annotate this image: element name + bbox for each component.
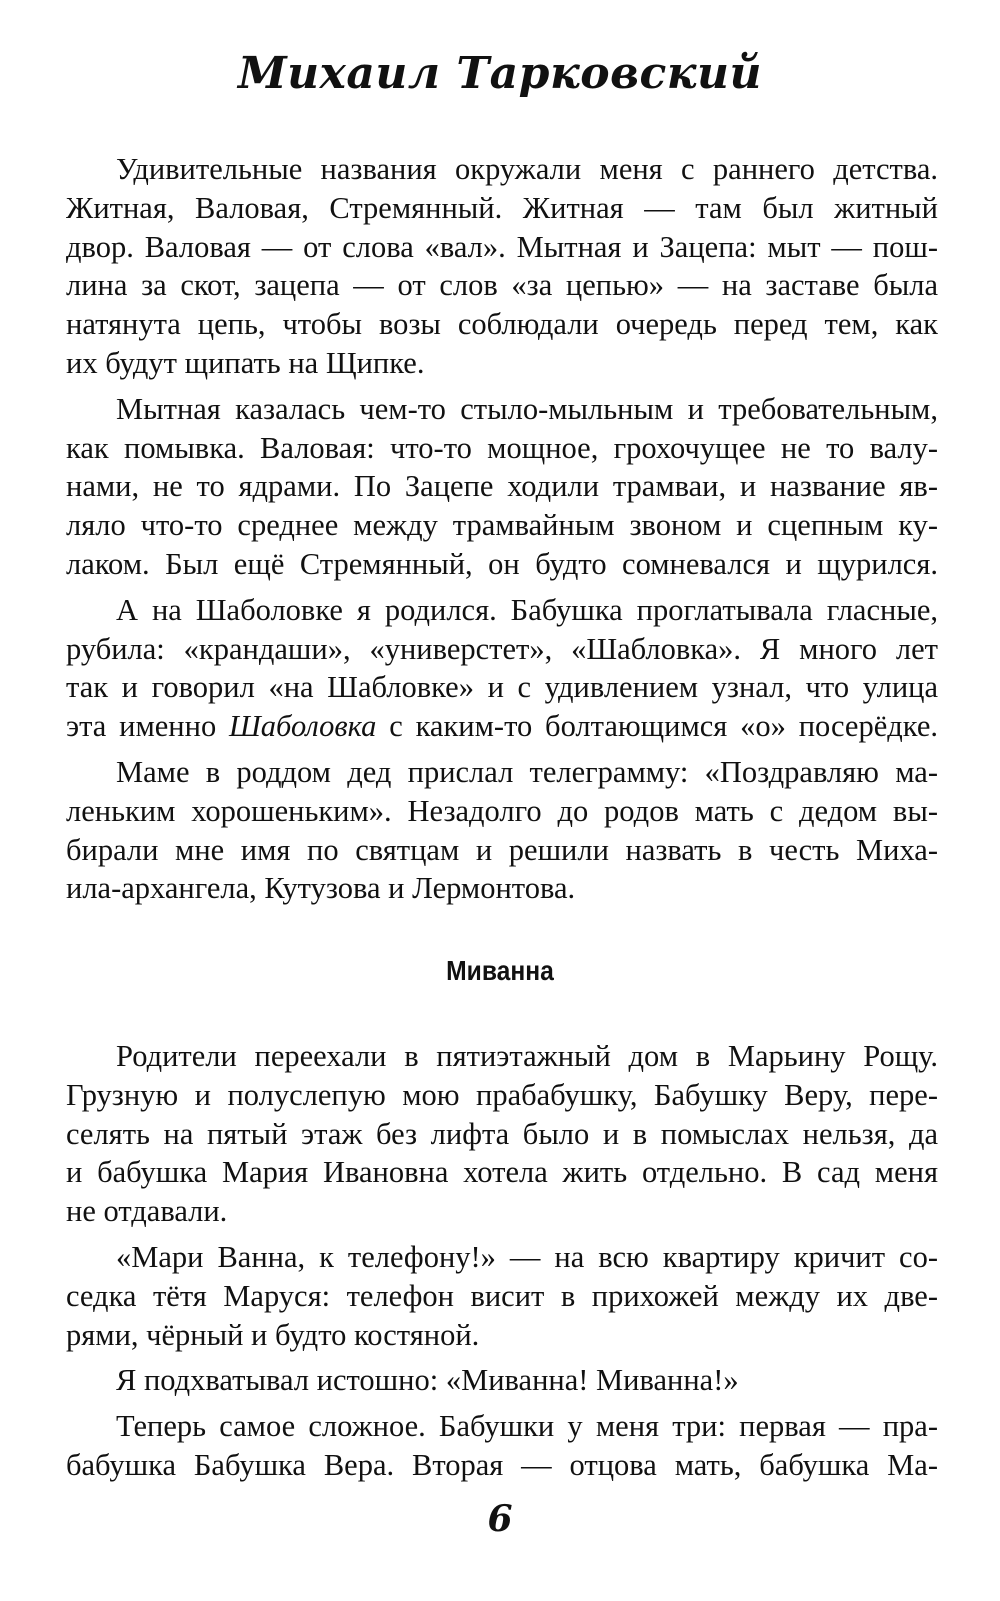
section-2-text [66, 1037, 938, 1485]
text-line: и бабушка Мария Ивановна хотела жить отдельно. В сад меня [66, 1155, 938, 1190]
page-number: 6 [487, 1498, 513, 1540]
section-1-text [66, 150, 938, 908]
text-line: седка тётя Маруся: телефон висит в прихожей между их две- [66, 1278, 938, 1313]
text-line: их будут щипать на Щипке. [66, 345, 425, 380]
italic-street-name: Шаболовка [229, 709, 377, 744]
text-line: А на Шаболовке я родился. Бабушка проглатывала гласные, [116, 592, 938, 627]
text-line: Житная, Валовая, Стремянный. Житная — там был житный [66, 190, 938, 225]
text-line: «Мари Ванна, к телефону!» — на всю квартиру кричит со- [116, 1239, 938, 1274]
text-line: Родители переехали в пятиэтажный дом в Марьину Рощу. [116, 1039, 938, 1073]
section-title: Миванна [446, 955, 554, 986]
text-line: ляло что-то среднее между трамвайным звоном и сцепным ку- [66, 508, 938, 543]
text-line: леньким хорошеньким». Незадолго до родов мать с дедом вы- [66, 793, 938, 828]
text-line: нами, не то ядрами. По Зацепе ходили трамваи, и название яв- [66, 469, 938, 504]
text-line [66, 707, 938, 746]
text-line: Удивительные названия окружали меня с раннего детства. [116, 152, 938, 186]
text-line: двор. Валовая — от слова «вал». Мытная и Зацепа: мыт — пош- [66, 229, 938, 264]
text-line: Маме в роддом дед прислал телеграмму: «Поздравляю ма- [116, 754, 938, 789]
text-line: так и говорил «на Шабловке» и с удивлением узнал, что улица [66, 670, 938, 705]
text-line: рубила: «крандаши», «универстет», «Шабловка». Я много лет [66, 631, 938, 666]
text-line: бирали мне имя по святцам и решили назвать в честь Миха- [66, 832, 938, 867]
text-fragment: эта именно [66, 709, 229, 744]
text-line: Грузную и полуслепую мою прабабушку, Бабушку Веру, пере- [66, 1077, 938, 1112]
text-fragment: с каким-то болтающимся «о» посерёдке. [376, 709, 938, 744]
text-line: не отдавали. [66, 1194, 228, 1229]
text-line: натянута цепь, чтобы возы соблюдали очередь перед тем, как [66, 307, 938, 342]
text-line: лина за скот, зацепа — от слов «за цепью» — на заставе была [66, 268, 938, 303]
text-line: Мытная казалась чем-то стыло-мыльным и требовательным, [116, 391, 938, 426]
text-line: как помывка. Валовая: что-то мощное, грохочущее не то валу- [66, 430, 938, 465]
running-title: Михаил Тарковский [237, 48, 763, 99]
text-line: Теперь самое сложное. Бабушки у меня три: первая — пра- [116, 1409, 938, 1444]
text-line: селять на пятый этаж без лифта было и в помыслах нельзя, да [66, 1116, 938, 1151]
text-line: Я подхватывал истошно: «Миванна! Миванна!» [116, 1363, 739, 1398]
text-line: лаком. Был ещё Стремянный, он будто сомневался и щурился. [66, 546, 938, 581]
text-line: рями, чёрный и будто костяной. [66, 1317, 480, 1352]
text-line: бабушка Бабушка Вера. Вторая — отцова мать, бабушка Ма- [66, 1447, 938, 1482]
text-line: ила-архангела, Кутузова и Лермонтова. [66, 871, 576, 906]
